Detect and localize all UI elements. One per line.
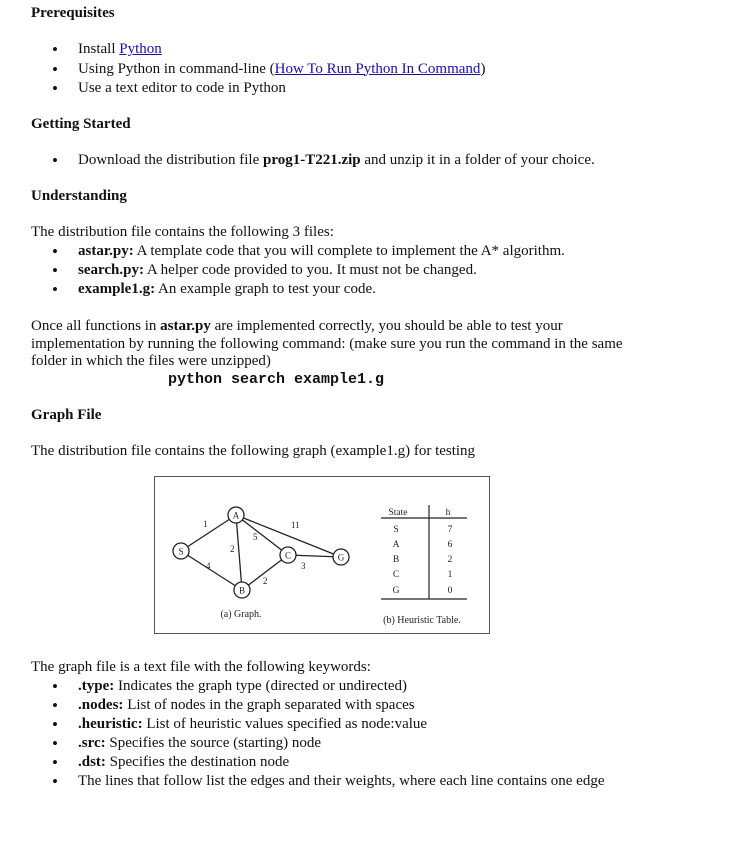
heuristic-table (389, 508, 453, 596)
files-intro: The distribution file contains the following 3 files: (31, 224, 334, 240)
weight-label: 2 (230, 544, 235, 554)
weight-label: 2 (263, 576, 268, 586)
item-text: Install (78, 41, 120, 57)
instructions-paragraph (31, 318, 623, 371)
weight-label: 11 (291, 520, 300, 530)
weight-label: 3 (301, 561, 306, 571)
prerequisites-list (52, 40, 485, 99)
keyword: .type: (78, 678, 115, 694)
item-text: Using Python in command-line ( (78, 60, 275, 77)
heuristic-table-lines (381, 505, 467, 599)
file-name: astar.py: (78, 243, 134, 259)
list-item (52, 696, 605, 715)
heading-getting-started: Getting Started (31, 116, 131, 132)
graph-figure (154, 476, 490, 634)
node-label: B (238, 585, 246, 596)
list-item (52, 772, 605, 791)
keyword-desc: Specifies the source (starting) node (105, 735, 321, 751)
node-label: A (232, 510, 240, 521)
file-desc: A helper code provided to you. It must not be changed. (143, 262, 477, 278)
graph-caption: (a) Graph. (220, 609, 262, 620)
table-cell: 0 (447, 586, 453, 596)
list-item (52, 79, 485, 99)
item-text: Download the distribution file (78, 152, 263, 168)
edge-a-c (236, 515, 288, 555)
file-desc: An example graph to test your code. (155, 281, 376, 297)
keyword-desc: List of heuristic values specified as node:value (142, 716, 428, 732)
keyword: .src: (78, 735, 106, 751)
table-header: h (445, 508, 451, 518)
list-item (52, 60, 485, 80)
keyword: .nodes: (78, 697, 124, 713)
zip-filename: prog1-T221.zip (262, 152, 361, 168)
command-snippet: python search example1.g (168, 371, 385, 388)
list-item (52, 734, 605, 753)
list-item (52, 261, 565, 280)
table-header: State (388, 508, 408, 518)
figure-svg (155, 477, 489, 633)
table-cell: G (392, 586, 400, 596)
table-cell: 1 (447, 570, 453, 580)
list-item (52, 280, 565, 299)
getting-started-list (52, 151, 595, 171)
python-link[interactable]: Python (119, 41, 162, 57)
astar-filename: astar.py (160, 318, 211, 334)
keywords-intro: The graph file is a text file with the following keywords: (31, 659, 371, 675)
table-cell: B (392, 555, 400, 565)
keyword-desc: Specifies the destination node (105, 754, 290, 770)
item-text: Use a text editor to code in Python (78, 80, 286, 96)
heading-understanding: Understanding (31, 188, 127, 204)
table-cell: A (392, 540, 400, 550)
list-item (52, 753, 605, 772)
paragraph-line: implementation by running the following command: (make sure you run the command in the same (31, 335, 623, 352)
paragraph-line: folder in which the files were unzipped) (31, 353, 271, 369)
file-name: example1.g: (78, 281, 156, 297)
node-label: G (337, 552, 345, 563)
run-python-link[interactable]: How To Run Python In Command (274, 60, 481, 77)
edge-a-b (236, 515, 242, 590)
table-cell: 2 (447, 555, 453, 565)
files-list (52, 242, 565, 299)
list-item (52, 715, 605, 734)
graph-intro: The distribution file contains the following graph (example1.g) for testing (31, 443, 476, 459)
weight-label: 5 (253, 532, 258, 542)
item-text: and unzip it in a folder of your choice. (360, 152, 595, 168)
keyword: .dst: (78, 754, 106, 770)
file-desc: A template code that you will complete to implement the A* algorithm. (133, 243, 565, 259)
node-label: C (284, 550, 292, 561)
paragraph-line (31, 318, 623, 336)
table-cell: 7 (447, 525, 453, 535)
weight-label: 1 (203, 519, 208, 529)
node-label: S (178, 546, 184, 557)
keyword-desc: List of nodes in the graph separated with spaces (123, 697, 415, 713)
table-cell: 6 (447, 540, 453, 550)
text: are implemented correctly, you should be able to test your (210, 318, 563, 334)
edge-s-a (181, 515, 236, 551)
list-item (52, 677, 605, 696)
table-cell: C (392, 570, 400, 580)
graph-nodes (173, 507, 349, 598)
list-item (52, 151, 595, 171)
file-name: search.py: (78, 262, 144, 278)
item-text: ) (480, 60, 486, 77)
keyword-desc: Indicates the graph type (directed or undirected) (114, 678, 408, 694)
heading-prerequisites: Prerequisites (31, 5, 115, 21)
weight-label: 4 (206, 561, 211, 571)
heading-graph-file: Graph File (31, 407, 102, 423)
keyword: .heuristic: (78, 716, 143, 732)
table-caption: (b) Heuristic Table. (383, 615, 461, 626)
list-item (52, 242, 565, 261)
edge-s-b (181, 551, 242, 590)
keywords-list (52, 677, 605, 791)
table-cell: S (393, 525, 399, 535)
text: Once all functions in (31, 318, 161, 334)
keyword-desc: The lines that follow list the edges and their weights, where each line contains one edge (78, 773, 605, 789)
list-item (52, 40, 485, 60)
